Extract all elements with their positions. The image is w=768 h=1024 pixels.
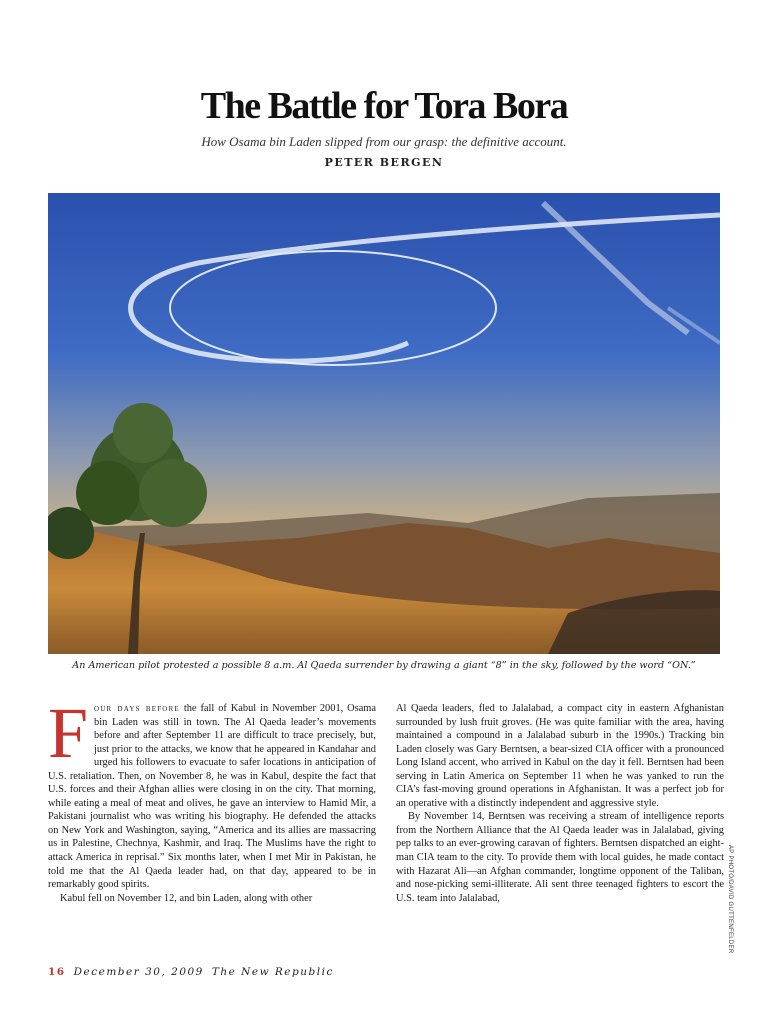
body-paragraph: Al Qaeda leaders, fled to Jalalabad, a compact city in eastern Afghanistan surrounded by lush fruit groves. (He was quite familiar with the area, having maintained a compound in a Jalalabad suburb in the 1990s.) Tracking bin Laden closely was Gary Berntsen, a bear-sized CIA officer with a pronounced Long Island accent, who arrived in Kabul on the day it fell. Berntsen had been serving in Latin America on September 11 when he was yanked to run the CIA’s fast-moving ground operations in Afghanistan. It was a perfect job for an operative with a distinctly independent and aggressive style. [396, 703, 724, 809]
sky-landscape-illustration [48, 193, 720, 654]
drop-cap: F [48, 693, 89, 773]
body-paragraph [48, 693, 376, 892]
body-paragraph: Kabul fell on November 12, and bin Laden, along with other [60, 892, 313, 904]
body-column-right [396, 702, 724, 905]
lead-in: our days before [94, 703, 180, 714]
lead-photo [48, 193, 720, 654]
article-byline: PETER BERGEN [324, 156, 444, 169]
article-title: The Battle for Tora Bora [200, 85, 568, 127]
body-column-left [48, 693, 376, 905]
magazine-name: The New Republic [211, 966, 334, 978]
paragraph-text: the fall of Kabul in November 2001, Osama bin Laden was still in town. The Al Qaeda leader’s movements before and after September 11 are difficult to trace precisely, but, just prior to the attacks, we know that he appeared in Kandahar and urged his followers to evacuate to safer locations in anticipation of U.S. retaliation. Then, on November 8, he was in Kabul, despite the fact that U.S. forces and their Afghan allies were closing in on the city. That morning, while eating a meal of meat and olives, he gave an interview to Hamid Mir, a Pakistani journalist who was writing his biography. He defended the attacks on New York and Washington, saying, “America and its allies are massacring us in Palestine, Chechnya, Kashmir, and Iraq. The Muslims have the right to attack America in reprisal.” Six months later, when I met Mir in Pakistan, he told me that the Al Qaeda leader had, on that day, appeared to be in remarkably good spirits. [48, 703, 376, 891]
body-paragraph: By November 14, Berntsen was receiving a stream of intelligence reports from the Northern Alliance that the Al Qaeda leader was in Jalalabad, giving pep talks to an ever-growing caravan of fighters. Berntsen dispatched an eight-man CIA team to the city. To provide them with local guides, he made contact with Hazarat Ali—an Afghan commander, longtime opponent of the Taliban, and nose-picking semi-illiterate. Ali sent three teenaged fighters to escort the U.S. team into Jalalabad, [396, 811, 724, 904]
article-dek: How Osama bin Laden slipped from our grasp: the definitive account. [201, 134, 567, 149]
photo-caption: An American pilot protested a possible 8 a.m. Al Qaeda surrender by drawing a giant “8” in the sky, followed by the word “ON.” [72, 660, 696, 671]
page-footer [48, 966, 334, 978]
page-number: 16 [48, 966, 66, 978]
photo-credit: AP PHOTO/DAVID GUTTENFELDER [727, 845, 733, 954]
issue-date: December 30, 2009 [73, 966, 204, 978]
